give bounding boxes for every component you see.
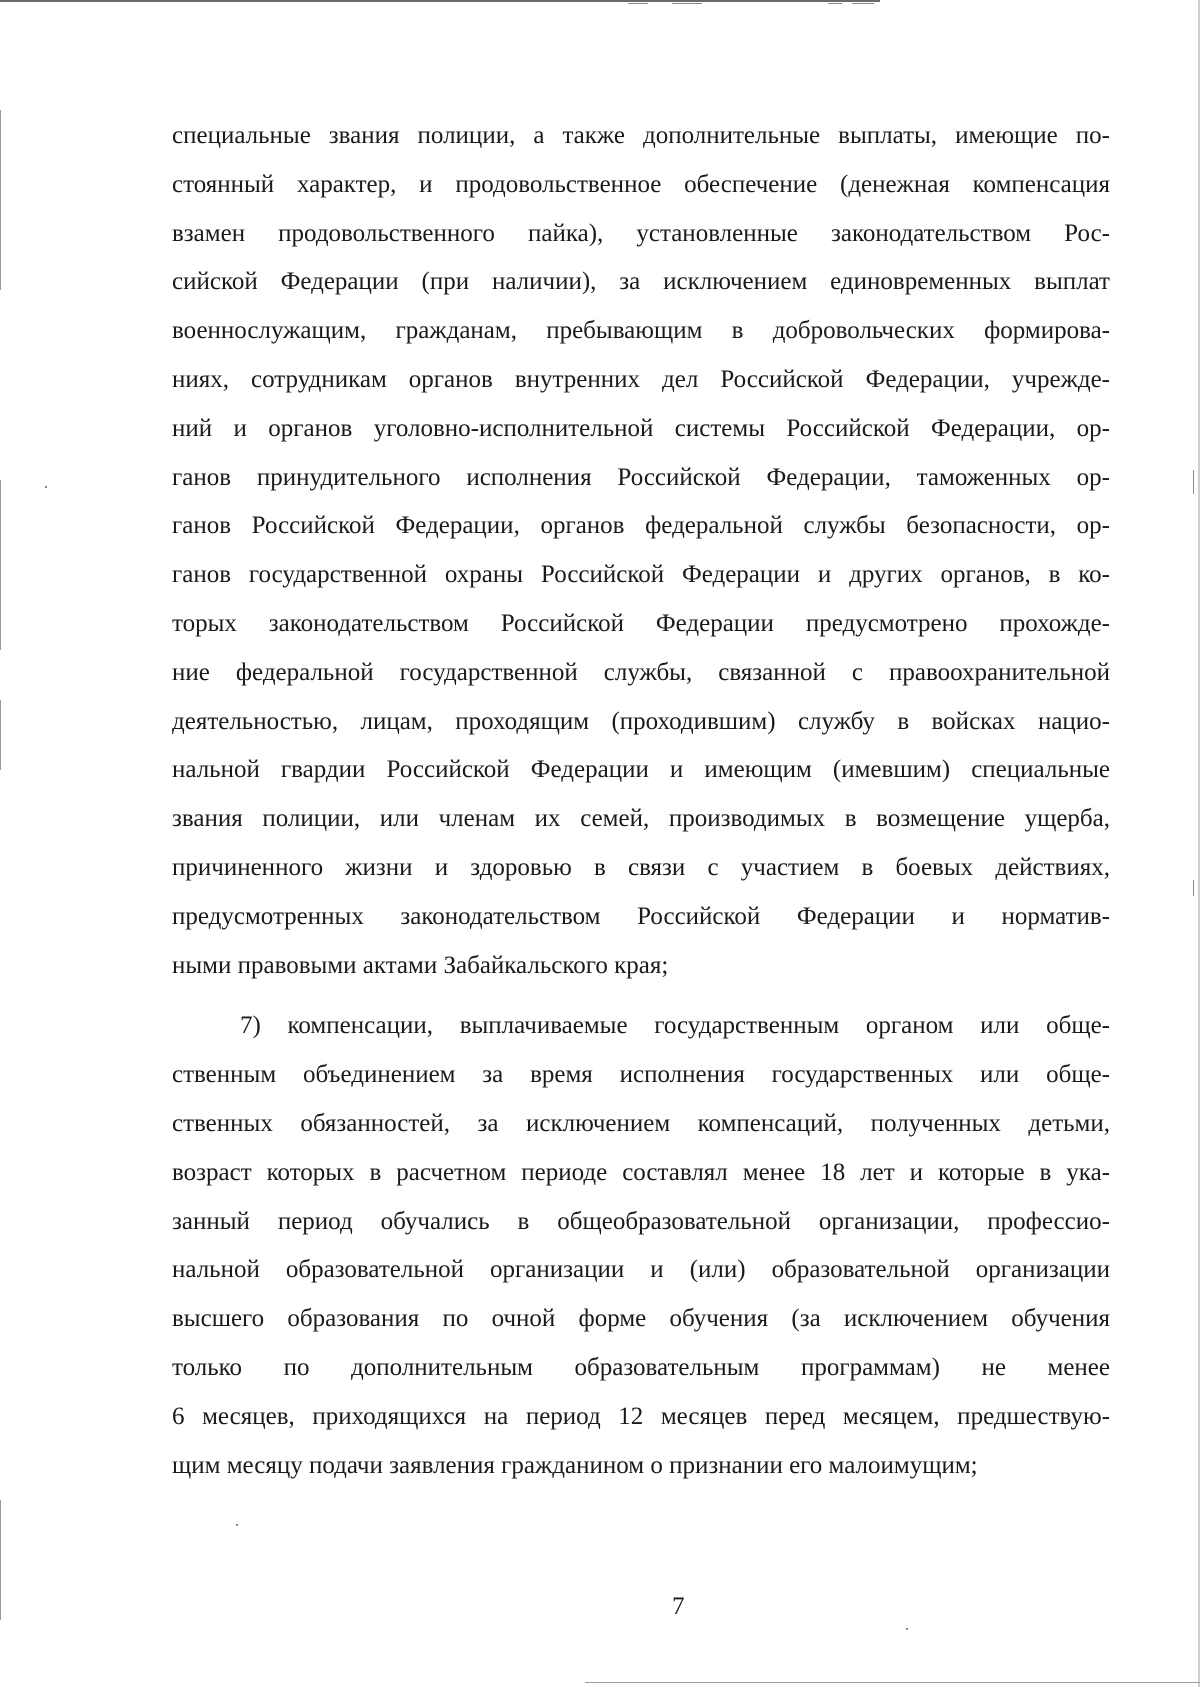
- scan-top-dash: [828, 3, 842, 4]
- scan-left-edge: [0, 1500, 1, 1620]
- scan-left-edge: [0, 110, 1, 290]
- scan-top-dash: [628, 3, 648, 4]
- text-line: ственных обязанностей, за исключением компенсаций, полученных детьми,: [172, 1109, 1110, 1137]
- scan-bottom-edge-line: [585, 1682, 1200, 1683]
- scan-left-edge: [0, 700, 1, 770]
- scan-top-dash: [852, 3, 874, 4]
- text-line: деятельностью, лицам, проходящим (проходившим) службу в войсках нацио-: [172, 707, 1110, 735]
- text-line: сийской Федерации (при наличии), за исключением единовременных выплат: [172, 268, 1110, 296]
- text-line: ний и органов уголовно-исполнительной системы Российской Федерации, ор-: [172, 414, 1110, 442]
- text-line: занный период обучались в общеобразовательной организации, профессио-: [172, 1207, 1110, 1235]
- text-line: нальной образовательной организации и (или) образовательной организации: [172, 1256, 1110, 1284]
- document-body: [172, 112, 1110, 1490]
- scan-left-edge: [0, 480, 1, 650]
- text-line: нальной гвардии Российской Федерации и имеющим (имевшим) специальные: [172, 756, 1110, 784]
- text-line: ными правовыми актами Забайкальского края;: [172, 951, 669, 979]
- text-line: специальные звания полиции, а также дополнительные выплаты, имеющие по-: [172, 122, 1110, 149]
- paragraph-1: [172, 112, 1110, 990]
- text-line: торых законодательством Российской Федерации предусмотрено прохожде-: [172, 609, 1110, 637]
- text-line: только по дополнительным образовательным программам) не менее: [172, 1353, 1110, 1381]
- text-line: щим месяцу подачи заявления гражданином о признании его малоимущим;: [172, 1451, 978, 1479]
- scan-right-mark: [1193, 470, 1194, 494]
- text-line: высшего образования по очной форме обучения (за исключением обучения: [172, 1305, 1110, 1333]
- text-line: ственным объединением за время исполнения государственных или обще-: [172, 1061, 1110, 1089]
- paragraph-gap: [172, 990, 1110, 1002]
- text-line: стоянный характер, и продовольственное обеспечение (денежная компенсация: [172, 170, 1110, 198]
- paragraph-2: [172, 1002, 1110, 1490]
- scan-top-dash: [672, 3, 702, 4]
- text-line: ганов государственной охраны Российской Федерации и других органов, в ко-: [172, 561, 1110, 589]
- scan-speck: [236, 1524, 238, 1526]
- text-line: причиненного жизни и здоровью в связи с участием в боевых действиях,: [172, 853, 1110, 881]
- text-line: военнослужащим, гражданам, пребывающим в добровольческих формирова-: [172, 317, 1110, 345]
- text-line: взамен продовольственного пайка), установленные законодательством Рос-: [172, 219, 1110, 247]
- scan-speck: [45, 486, 47, 488]
- text-line: звания полиции, или членам их семей, производимых в возмещение ущерба,: [172, 805, 1110, 833]
- text-line: предусмотренных законодательством Российской Федерации и норматив-: [172, 902, 1110, 930]
- text-line: 6 месяцев, приходящихся на период 12 месяцев перед месяцем, предшествую-: [172, 1402, 1110, 1430]
- text-line: 7) компенсации, выплачиваемые государственным органом или обще-: [240, 1012, 1110, 1040]
- text-line: ниях, сотрудникам органов внутренних дел Российской Федерации, учрежде-: [172, 365, 1110, 393]
- page-number: 7: [672, 1593, 685, 1620]
- scan-speck: [906, 1628, 908, 1630]
- text-line: ние федеральной государственной службы, связанной с правоохранительной: [172, 658, 1110, 686]
- scan-right-mark: [1193, 880, 1194, 896]
- text-line: ганов Российской Федерации, органов федеральной службы безопасности, ор-: [172, 512, 1110, 540]
- text-line: возраст которых в расчетном периоде составлял менее 18 лет и которые в ука-: [172, 1158, 1110, 1186]
- text-line: ганов принудительного исполнения Российской Федерации, таможенных ор-: [172, 463, 1110, 491]
- scan-top-edge-line: [0, 0, 880, 2]
